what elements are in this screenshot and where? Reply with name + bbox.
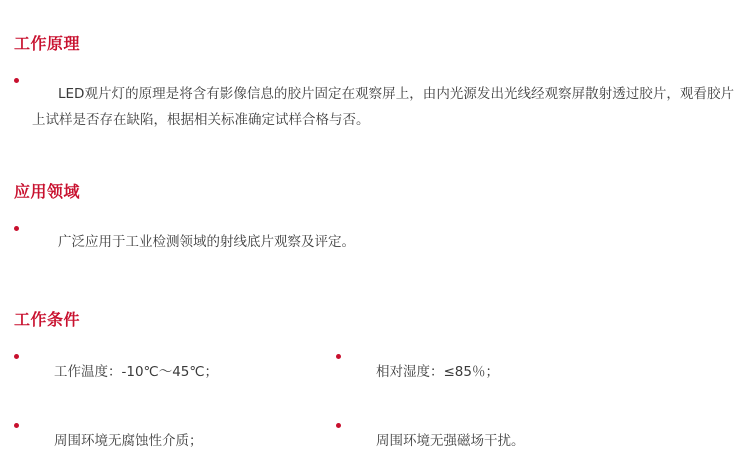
list-item-content: 周围环境无强磁场干扰。 (376, 433, 525, 450)
bullet-dot-icon (14, 415, 32, 428)
section-working-conditions (14, 296, 736, 468)
list-item (14, 216, 736, 269)
list-item-content: LED观片灯的原理是将含有影像信息的胶片固定在观察屏上，由内光源发出光线经观察屏散射透过胶片，观看胶片上试样是否存在缺陷，根据相关标准确定试样合格与否。 (32, 86, 734, 129)
section-application-field (14, 168, 736, 269)
list-item-text (32, 359, 336, 385)
bullet-dot-icon (14, 216, 32, 231)
working-conditions-grid (14, 346, 736, 468)
list-item (14, 346, 336, 399)
list-item-content: 工作温度：-10℃～45℃； (54, 364, 219, 381)
list-item-text (32, 428, 336, 454)
list-item (336, 415, 736, 468)
list-item-content: 周围环境无腐蚀性介质； (54, 433, 203, 450)
list-item (14, 68, 736, 148)
list-item-text (32, 229, 736, 255)
bullet-dot-icon (336, 346, 354, 359)
list-item-content: 广泛应用于工业检测领域的射线底片观察及评定。 (58, 234, 355, 251)
list-item-text (32, 81, 736, 134)
section-working-principle (14, 20, 736, 147)
list-item (336, 346, 736, 399)
list-item (14, 415, 336, 468)
section-title-working-conditions: 工作条件 (14, 310, 81, 330)
list-item-text (354, 359, 736, 385)
list-item-content: 相对湿度：≤85％； (376, 364, 499, 381)
bullet-dot-icon (14, 68, 32, 83)
bullet-dot-icon (336, 415, 354, 428)
list-item-text (354, 428, 736, 454)
section-title-application-field: 应用领域 (14, 182, 81, 202)
bullet-dot-icon (14, 346, 32, 359)
section-title-working-principle: 工作原理 (14, 34, 81, 54)
